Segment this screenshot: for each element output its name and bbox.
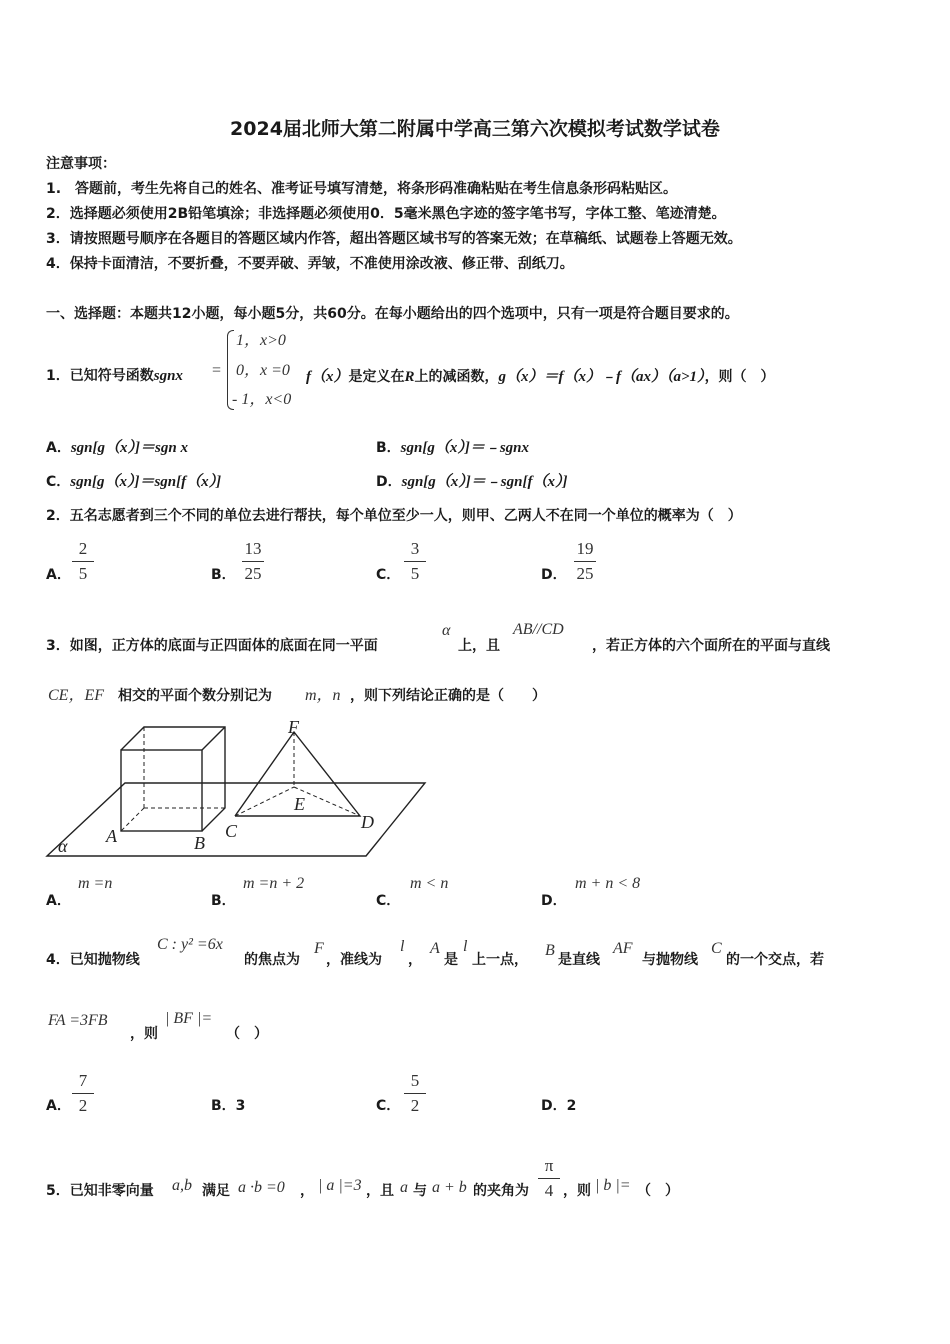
q1-option-b[interactable] bbox=[376, 436, 529, 457]
q2-stem: 2．五名志愿者到三个不同的单位去进行帮扶，每个单位至少一人，则甲、乙两人不在同一个单位的概率为（ ） bbox=[46, 508, 742, 524]
q1-stem-rest bbox=[306, 365, 775, 386]
option-label: B． bbox=[376, 440, 401, 456]
q4-C: C bbox=[711, 940, 722, 957]
q4-bf: | BF |= bbox=[165, 1010, 213, 1027]
option-text: sgn[g（x）]＝sgn[f（x）] bbox=[70, 474, 222, 490]
notice-item-2: 2．选择题必须使用2B铅笔填涂；非选择题必须使用0．5毫米黑色字迹的签字笔书写，字体工整、笔迹清楚。 bbox=[46, 206, 726, 222]
notice-item-1: 1. 答题前，考生先将自己的姓名、准考证号填写清楚，将条形码准确粘贴在考生信息条形码粘贴区。 bbox=[46, 181, 678, 197]
q5-a: a bbox=[400, 1179, 408, 1196]
fraction-bar bbox=[242, 561, 264, 562]
label-C: C bbox=[225, 821, 238, 841]
q4-B: B bbox=[545, 942, 555, 959]
denominator: 2 bbox=[78, 1096, 88, 1115]
q2-option-a-label[interactable]: A． bbox=[46, 567, 71, 583]
q4-F: F bbox=[314, 940, 324, 957]
q1-fx: f（x） bbox=[306, 369, 349, 385]
numerator: 5 bbox=[410, 1071, 420, 1090]
q5-stem-f: 的夹角为 bbox=[473, 1183, 529, 1199]
q3-stem-d: 相交的平面个数分别记为 bbox=[118, 688, 272, 704]
option-text: 2 bbox=[566, 1098, 577, 1114]
q3-option-c-expr[interactable]: m < n bbox=[410, 875, 449, 892]
q1-text-b: 是定义在 bbox=[348, 369, 405, 385]
q4-A: A bbox=[430, 940, 440, 957]
q3-option-b-expr[interactable]: m =n + 2 bbox=[243, 875, 305, 892]
q2-option-b-fraction[interactable] bbox=[238, 538, 268, 585]
q3-stem-c: ，若正方体的六个面所在的平面与直线 bbox=[592, 638, 830, 654]
label-D: D bbox=[361, 812, 374, 832]
q1-gx: g（x）＝f（x）﹣f（ax）（a>1） bbox=[498, 369, 705, 385]
q3-option-d-expr[interactable]: m + n < 8 bbox=[575, 875, 641, 892]
q4-stem-c: ，准线为 bbox=[326, 952, 382, 968]
denominator: 2 bbox=[410, 1096, 420, 1115]
q5-stem-c: ， bbox=[300, 1183, 314, 1199]
q5-stem-a: 5．已知非零向量 bbox=[46, 1183, 154, 1199]
label-A: A bbox=[106, 826, 117, 846]
cube-top-edge bbox=[202, 727, 225, 750]
q3-figure bbox=[40, 715, 440, 865]
q4-option-c-fraction[interactable] bbox=[400, 1070, 430, 1117]
fraction-bar bbox=[538, 1178, 560, 1179]
fraction-bar bbox=[72, 561, 94, 562]
q3-ce-ef: CE，EF bbox=[48, 687, 104, 704]
q4-stem-k: （ ） bbox=[226, 1026, 268, 1042]
q3-stem-a: 3．如图，正方体的底面与正四面体的底面在同一平面 bbox=[46, 638, 378, 654]
option-label: C． bbox=[46, 474, 71, 490]
label-alpha: α bbox=[58, 836, 68, 856]
q4-AF: AF bbox=[613, 940, 633, 957]
label-B: B bbox=[194, 833, 205, 853]
q5-bmag: | b |= bbox=[595, 1177, 631, 1194]
q4-condition: FA =3FB bbox=[48, 1012, 108, 1029]
q3-ab-cd: AB//CD bbox=[513, 621, 564, 638]
numerator: 2 bbox=[78, 539, 88, 558]
q3-stem-e: ，则下列结论正确的是（ ） bbox=[350, 688, 546, 704]
q2-option-a-fraction[interactable] bbox=[68, 538, 98, 585]
q1-fn: sgnx bbox=[153, 368, 183, 384]
fraction-bar bbox=[404, 561, 426, 562]
q1-option-c[interactable] bbox=[46, 470, 221, 491]
option-label: B． bbox=[211, 1098, 236, 1114]
q4-stem-g: 是直线 bbox=[558, 952, 600, 968]
option-text: 3 bbox=[235, 1098, 246, 1114]
q2-option-b-label[interactable]: B． bbox=[211, 567, 236, 583]
option-text: sgn[g（x）]＝﹣sgnx bbox=[400, 440, 530, 456]
q5-stem-b: 满足 bbox=[202, 1183, 230, 1199]
q4-stem-a: 4．已知抛物线 bbox=[46, 952, 140, 968]
q3-option-c-label[interactable]: C． bbox=[376, 893, 401, 909]
q2-option-c-label[interactable]: C． bbox=[376, 567, 401, 583]
option-text: sgn[g（x）]＝﹣sgn[f（x）] bbox=[401, 474, 568, 490]
notice-item-3: 3．请按照题号顺序在各题目的答题区域内作答，超出答题区域书写的答案无效；在草稿纸、试题卷上答题无效。 bbox=[46, 231, 742, 247]
q1-case-2: 0，x =0 bbox=[236, 362, 290, 379]
numerator: 3 bbox=[410, 539, 420, 558]
q1-stem bbox=[46, 365, 183, 385]
option-label: D． bbox=[376, 474, 402, 490]
q5-stem-d: ，且 bbox=[366, 1183, 394, 1199]
q5-amag: | a |=3 bbox=[318, 1177, 362, 1194]
q3-option-a-label[interactable]: A． bbox=[46, 893, 71, 909]
denominator: 25 bbox=[244, 564, 262, 583]
q4-option-d[interactable] bbox=[541, 1095, 576, 1115]
q2-option-c-fraction[interactable] bbox=[400, 538, 430, 585]
option-label: D． bbox=[541, 1098, 567, 1114]
q1-text-c: 上的减函数， bbox=[414, 369, 499, 385]
q1-case-3: - 1，x<0 bbox=[232, 391, 292, 408]
numerator: 19 bbox=[576, 539, 594, 558]
denominator: 4 bbox=[544, 1181, 554, 1200]
notice-item-4: 4．保持卡面清洁，不要折叠，不要弄破、弄皱，不准使用涂改液、修正带、刮纸刀。 bbox=[46, 256, 574, 272]
q5-dot: a ·b =0 bbox=[238, 1179, 285, 1196]
fraction-bar bbox=[404, 1093, 426, 1094]
q3-mn: m，n bbox=[305, 687, 341, 704]
q1-text-e: ，则（ ） bbox=[704, 369, 775, 385]
q1-option-d[interactable] bbox=[376, 470, 567, 491]
q4-option-c-label[interactable]: C． bbox=[376, 1098, 401, 1114]
section-heading: 一、选择题：本题共12小题，每小题5分，共60分。在每小题给出的四个选项中，只有一项是符合题目要求的。 bbox=[46, 306, 739, 322]
q4-option-a-label[interactable]: A． bbox=[46, 1098, 71, 1114]
q2-option-d-fraction[interactable] bbox=[570, 538, 600, 585]
q3-option-d-label[interactable]: D． bbox=[541, 893, 567, 909]
q1-prefix: 1．已知符号函数 bbox=[46, 368, 154, 384]
q5-stem-e: 与 bbox=[413, 1183, 427, 1199]
q3-option-b-label[interactable]: B． bbox=[211, 893, 236, 909]
q4-stem-f: 上一点， bbox=[472, 952, 528, 968]
q1-R: R bbox=[404, 369, 415, 385]
q5-apb: a + b bbox=[432, 1179, 467, 1196]
option-label: A． bbox=[46, 440, 71, 456]
denominator: 5 bbox=[410, 564, 420, 583]
label-E: E bbox=[294, 794, 305, 814]
q1-case-1: 1，x>0 bbox=[236, 332, 286, 349]
fraction-bar bbox=[72, 1093, 94, 1094]
page-title: 2024届北师大第二附属中学高三第六次模拟考试数学试卷 bbox=[230, 118, 720, 140]
q4-stem-b: 的焦点为 bbox=[244, 952, 300, 968]
q1-option-a[interactable] bbox=[46, 436, 188, 457]
q5-pi-over-4 bbox=[534, 1155, 564, 1202]
q4-stem-d: ， bbox=[408, 952, 422, 968]
q4-l2: l bbox=[463, 938, 468, 955]
q3-option-a-expr[interactable]: m =n bbox=[78, 875, 113, 892]
denominator: 5 bbox=[78, 564, 88, 583]
numerator: 7 bbox=[78, 1071, 88, 1090]
q3-stem-b: 上，且 bbox=[458, 638, 500, 654]
q3-alpha: α bbox=[442, 622, 451, 639]
q4-stem-j: ，则 bbox=[130, 1026, 158, 1042]
notice-heading: 注意事项： bbox=[46, 156, 116, 172]
q4-parabola: C : y² =6x bbox=[157, 936, 223, 953]
numerator: π bbox=[544, 1156, 554, 1175]
q4-stem-h: 与抛物线 bbox=[642, 952, 698, 968]
label-F: F bbox=[288, 717, 299, 737]
q5-ab: a,b bbox=[172, 1177, 192, 1194]
q1-equals: = bbox=[212, 362, 222, 379]
numerator: 13 bbox=[244, 539, 262, 558]
q5-stem-h: （ ） bbox=[637, 1183, 679, 1199]
q2-option-d-label[interactable]: D． bbox=[541, 567, 567, 583]
denominator: 25 bbox=[576, 564, 594, 583]
q4-option-b[interactable] bbox=[211, 1095, 245, 1115]
fraction-bar bbox=[574, 561, 596, 562]
q4-stem-e: 是 bbox=[444, 952, 458, 968]
q5-stem-g: ，则 bbox=[563, 1183, 591, 1199]
option-text: sgn[g（x）]＝sgn x bbox=[70, 440, 188, 456]
q4-option-a-fraction[interactable] bbox=[68, 1070, 98, 1117]
q4-stem-i: 的一个交点，若 bbox=[726, 952, 824, 968]
q4-l: l bbox=[400, 938, 405, 955]
